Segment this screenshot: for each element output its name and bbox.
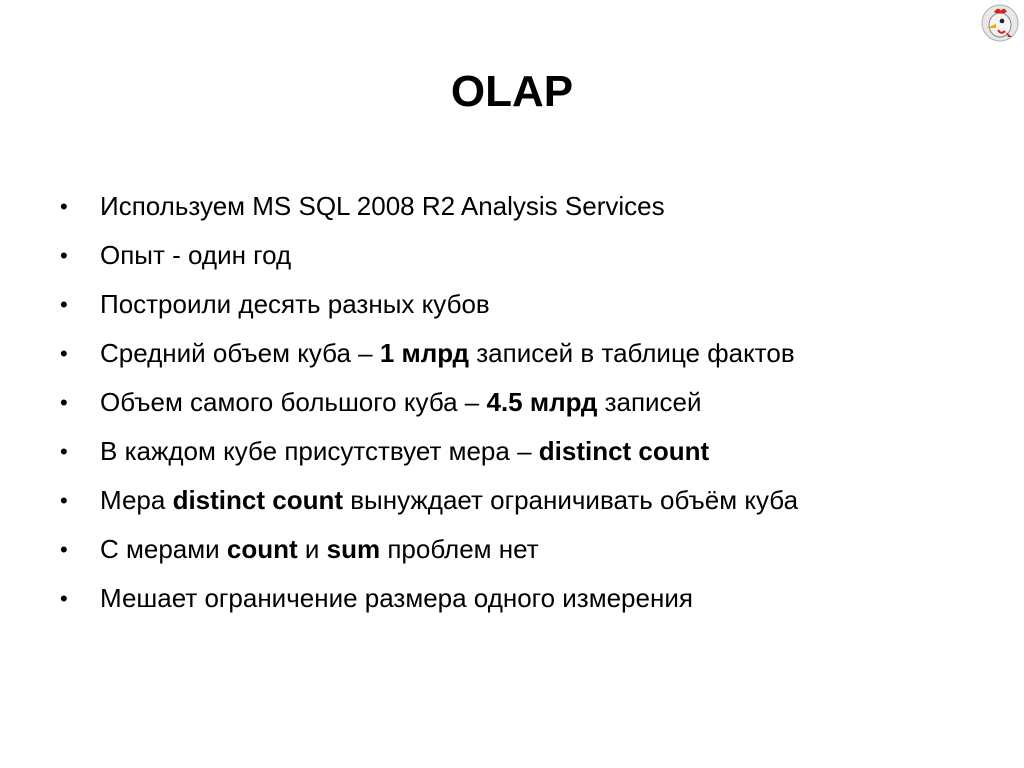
bullet-dot: • [60, 439, 68, 464]
bullet-list [60, 182, 1000, 623]
bullet-dot: • [60, 194, 68, 219]
bullet-segment: проблем нет [380, 534, 539, 564]
bullet-text [100, 378, 702, 427]
bullet-text [100, 525, 539, 574]
bullet-segment: и [297, 534, 327, 564]
bullet-dot: • [60, 586, 68, 611]
slide-title: OLAP [450, 67, 574, 116]
chicken-mascot-icon [981, 4, 1019, 42]
bullet-dot: • [60, 292, 68, 317]
bullet-item [60, 280, 1000, 329]
bullet-item [60, 329, 1000, 378]
bullet-dot: • [60, 537, 68, 562]
bullet-item [60, 231, 1000, 280]
bullet-item [60, 182, 1000, 231]
bullet-item [60, 427, 1000, 476]
bullet-item [60, 476, 1000, 525]
bullet-segment: Опыт - один год [100, 240, 292, 270]
bullet-segment: С мерами [100, 534, 227, 564]
bullet-emphasis: distinct count [172, 485, 343, 515]
bullet-segment: записей [597, 387, 702, 417]
bullet-text [100, 427, 709, 476]
bullet-emphasis: sum [326, 534, 381, 564]
bullet-segment: Используем MS SQL 2008 R2 Analysis Services [100, 191, 665, 221]
bullet-segment: Средний объем куба – [100, 338, 380, 368]
bullet-item [60, 378, 1000, 427]
bullet-dot: • [60, 341, 68, 366]
bullet-emphasis: 4.5 млрд [486, 387, 598, 417]
bullet-segment: записей в таблице фактов [469, 338, 795, 368]
bullet-segment: В каждом кубе присутствует мера – [100, 436, 539, 466]
bullet-item [60, 574, 1000, 623]
bullet-text [100, 280, 490, 329]
bullet-segment: вынуждает ограничивать объём куба [343, 485, 799, 515]
bullet-dot: • [60, 243, 68, 268]
bullet-segment: Мера [100, 485, 173, 515]
bullet-text [100, 182, 665, 231]
bullet-dot: • [60, 390, 68, 415]
bullet-emphasis: distinct count [538, 436, 710, 466]
bullet-segment: Мешает ограничение размера одного измерения [100, 583, 693, 613]
bullet-text [100, 231, 291, 280]
bullet-item [60, 525, 1000, 574]
bullet-text [100, 574, 693, 623]
bullet-emphasis: count [226, 534, 298, 564]
bullet-segment: Объем самого большого куба – [100, 387, 487, 417]
bullet-text [100, 329, 795, 378]
bullet-segment: Построили десять разных кубов [100, 289, 490, 319]
bullet-dot: • [60, 488, 68, 513]
bullet-text [100, 476, 798, 525]
bullet-emphasis: 1 млрд [379, 338, 470, 368]
